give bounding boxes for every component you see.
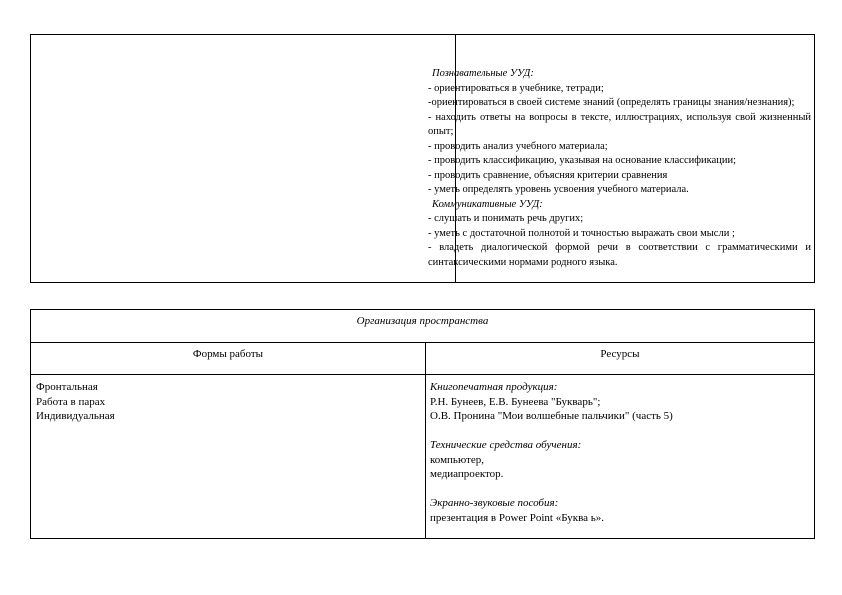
cognitive-item: - уметь определять уровень усвоения учебного материала. <box>428 184 689 195</box>
cognitive-item: -ориентироваться в своей системе знаний (определять границы знания/незнания); <box>428 97 795 108</box>
communicative-item: - владеть диалогической формой речи в соответствии с грамматическими и синтаксическими нормами родного языка. <box>428 242 811 268</box>
tech-resource-item: медиапроектор. <box>430 468 504 480</box>
work-form-item: Индивидуальная <box>36 410 115 422</box>
table-column-divider <box>425 343 426 538</box>
tech-resource-item: компьютер, <box>430 453 484 466</box>
uud-content <box>428 67 811 270</box>
resources-list <box>430 380 810 525</box>
tech-resources-heading: Технические средства обучения: <box>430 439 582 451</box>
spacer <box>430 424 810 439</box>
cognitive-item: - находить ответы на вопросы в тексте, иллюстрациях, используя свой жизненный опыт; <box>428 111 811 137</box>
work-forms-list <box>36 380 115 424</box>
space-table-title: Организация пространства <box>356 315 489 327</box>
communicative-item: - слушать и понимать речь других; <box>428 213 584 224</box>
table-divider <box>31 374 814 375</box>
av-resource-item: презентация в Power Point «Буква ь». <box>430 511 605 524</box>
print-resource-item: Р.Н. Бунеев, Е.В. Бунеева "Букварь"; <box>430 395 601 408</box>
av-resources-heading: Экранно-звуковые пособия: <box>430 497 559 509</box>
resources-column-header: Ресурсы <box>600 348 640 360</box>
cognitive-item: - проводить анализ учебного материала; <box>428 140 608 152</box>
communicative-uud-heading: Коммуникативные УУД: <box>432 198 543 210</box>
print-resources-heading: Книгопечатная продукция: <box>430 381 558 393</box>
space-organization-table <box>30 309 815 539</box>
print-resource-item: О.В. Пронина "Мои волшебные пальчики" (часть 5) <box>430 410 673 422</box>
cognitive-item: - ориентироваться в учебнике, тетради; <box>428 82 604 94</box>
spacer <box>430 482 810 497</box>
cognitive-item: - проводить классификацию, указывая на основание классификации; <box>428 155 737 166</box>
cognitive-uud-heading: Познавательные УУД: <box>432 68 534 79</box>
work-form-item: Фронтальная <box>36 381 98 393</box>
work-form-item: Работа в парах <box>36 395 106 408</box>
communicative-item: - уметь с достаточной полнотой и точностью выражать свои мысли ; <box>428 227 735 239</box>
table-divider <box>31 342 814 343</box>
cognitive-item: - проводить сравнение, объясняя критерии сравнения <box>428 169 668 181</box>
forms-column-header: Формы работы <box>192 348 264 360</box>
